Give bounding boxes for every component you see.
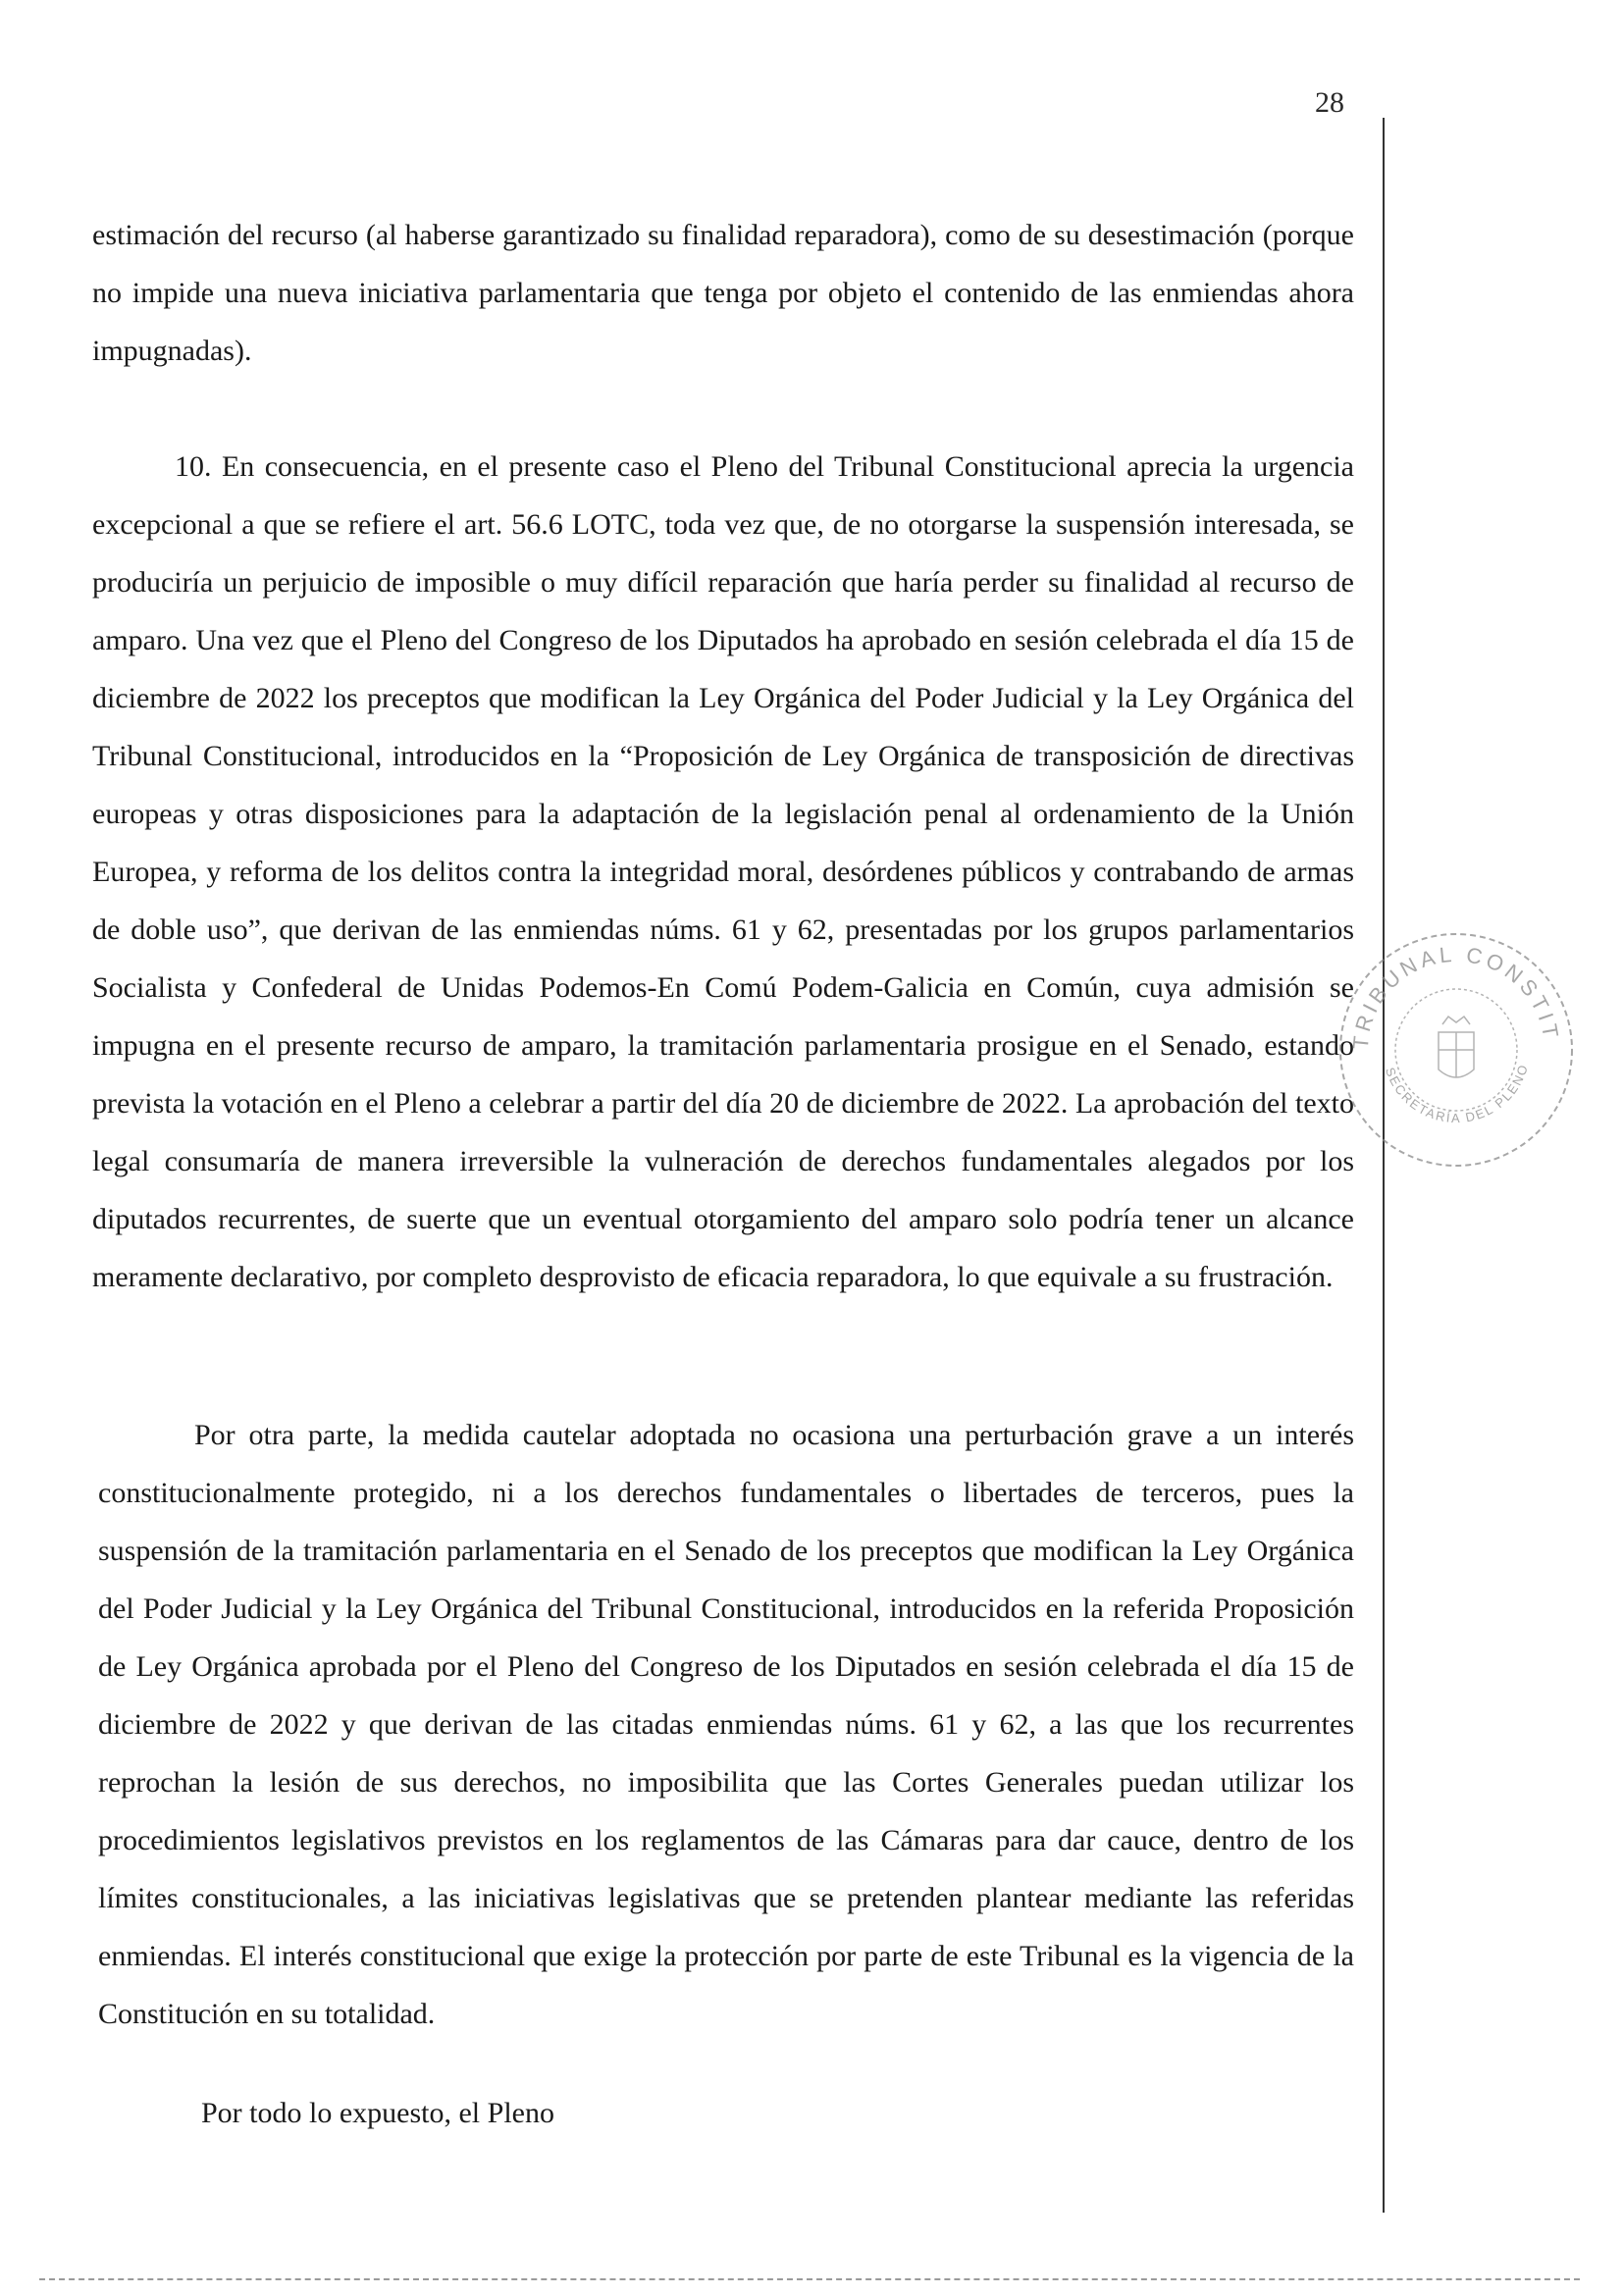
seal-graphic: [1329, 922, 1584, 1177]
paragraph-10-urgency: 10. En consecuencia, en el presente caso el Pleno del Tribunal Constitucional aprecia la urgencia excepcional a que se refiere el art. 56.6 LOTC, toda vez que, de no otorgarse la suspensión interesada, se produciría un perjuicio de imposible o muy difícil reparación que haría perder su finalidad al recurso de amparo. Una vez que el Pleno del Congreso de los Diputados ha aprobado en sesión celebrada el día 15 de diciembre de 2022 los preceptos que modifican la Ley Orgánica del Poder Judicial y la Ley Orgánica del Tribunal Constitucional, introducidos en la “Proposición de Ley Orgánica de transposición de directivas europeas y otras disposiciones para la adaptación de la legislación penal al ordenamiento de la Unión Europea, y reforma de los delitos contra la integridad moral, desórdenes públicos y contrabando de armas de doble uso”, que derivan de las enmiendas núms. 61 y 62, presentadas por los grupos parlamentarios Socialista y Confederal de Unidas Podemos-En Comú Podem-Galicia en Común, cuya admisión se impugna en el presente recurso de amparo, la tramitación parlamentaria prosigue en el Senado, estando prevista la votación en el Pleno a celebrar a partir del día 20 de diciembre de 2022. La aprobación del texto legal consumaría de manera irreversible la vulneración de derechos fundamentales alegados por los diputados recurrentes, de suerte que un eventual otorgamiento del amparo solo podría tener un alcance meramente declarativo, por completo desprovisto de eficacia reparadora, lo que equivale a su frustración.: [92, 450, 1354, 1293]
seal-outer-text: TRIBUNAL CONSTIT: [1347, 941, 1564, 1051]
closing-line: Por todo lo expuesto, el Pleno: [201, 2097, 554, 2129]
paragraph-continuation: estimación del recurso (al haberse garantizado su finalidad reparadora), como de su desestimación (porque no impide una nueva iniciativa parlamentaria que tenga por objeto el contenido de las enmiendas ahora impugnadas).: [92, 219, 1354, 367]
page-number: 28: [1315, 86, 1344, 119]
paragraph-no-perturbation: Por otra parte, la medida cautelar adoptada no ocasiona una perturbación grave a un interés constitucionalmente protegido, ni a los derechos fundamentales o libertades de terceros, pues la suspensión de la tramitación parlamentaria en el Senado de los preceptos que modifican la Ley Orgánica del Poder Judicial y la Ley Orgánica del Tribunal Constitucional, introducidos en la referida Proposición de Ley Orgánica aprobada por el Pleno del Congreso de los Diputados en sesión celebrada el día 15 de diciembre de 2022 y que derivan de las citadas enmiendas núms. 61 y 62, a las que los recurrentes reprochan la lesión de sus derechos, no imposibilita que las Cortes Generales puedan utilizar los procedimientos legislativos previstos en los reglamentos de las Cámaras para dar cauce, dentro de los límites constitucionales, a las iniciativas legislativas que se pretenden plantear mediante las referidas enmiendas. El interés constitucional que exige la protección por parte de este Tribunal es la vigencia de la Constitución en su totalidad.: [98, 1419, 1354, 2030]
bottom-dashed-rule: [39, 2278, 1580, 2280]
seal-inner-text: SECRETARÍA DEL PLENO: [1382, 1061, 1532, 1126]
tribunal-constitucional-seal-icon: [1329, 922, 1584, 1177]
